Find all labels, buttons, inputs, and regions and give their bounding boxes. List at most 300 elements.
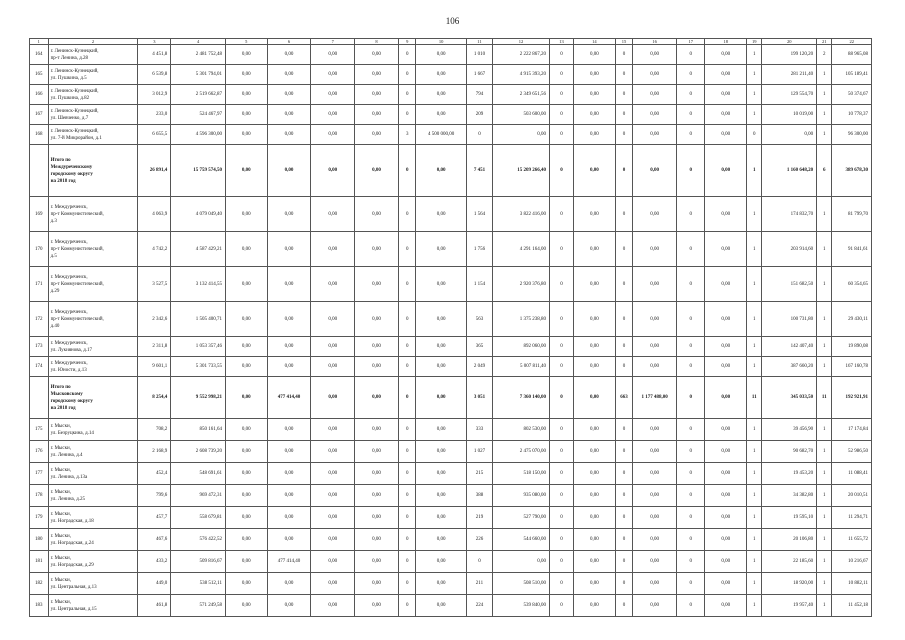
value-cell-c10: 0,00 [416, 45, 466, 65]
address-line: г. Мыски, [50, 599, 71, 605]
value-cell-c10: 0,00 [416, 302, 466, 337]
value-cell-c7: 0,00 [311, 145, 355, 197]
address-line: ул. Юности, д.13 [50, 367, 87, 373]
address-line: г. Мыски, [50, 467, 71, 473]
value-cell-c13: 0 [550, 145, 574, 197]
table-row [30, 267, 872, 302]
value-cell-c14: 0,00 [574, 337, 616, 357]
value-cell-c15: 0 [615, 463, 633, 485]
table-row [30, 485, 872, 507]
value-cell-c17: 0 [677, 197, 705, 232]
value-cell-c16: 0,00 [633, 45, 677, 65]
table-row [30, 529, 872, 551]
value-cell-c13: 0 [550, 232, 574, 267]
value-cell-c4: 850 161,64 [171, 419, 226, 441]
value-cell-c22: 88 965,08 [832, 45, 872, 65]
value-cell-c6: 477 414,40 [267, 551, 311, 573]
address-line: г. Ленинск-Кузнецкий, [50, 128, 99, 134]
address-line: г. Мыски, [50, 489, 71, 495]
value-cell-c18: 0,00 [705, 357, 747, 377]
value-cell-c7: 0,00 [311, 125, 355, 145]
value-cell-c9: 0 [398, 529, 416, 551]
value-cell-c14: 0,00 [574, 125, 616, 145]
value-cell-c19: 1 [747, 551, 762, 573]
value-cell-c9: 0 [398, 45, 416, 65]
value-cell-c11: 7 451 [466, 145, 492, 197]
address-line: г. Междуреченск, [50, 239, 88, 245]
address-line: на 2018 год [50, 178, 76, 184]
value-cell-c3: 708,2 [138, 419, 171, 441]
value-cell-c9: 0 [398, 65, 416, 85]
value-cell-c8: 0,00 [355, 337, 399, 357]
value-cell-c15: 0 [615, 529, 633, 551]
address-cell [48, 529, 138, 551]
value-cell-c6: 0,00 [267, 441, 311, 463]
column-number: 17 [677, 39, 705, 45]
value-cell-c4: 5 301 733,55 [171, 357, 226, 377]
value-cell-c13: 0 [550, 419, 574, 441]
value-cell-c17: 0 [677, 65, 705, 85]
value-cell-c5: 0,00 [225, 529, 267, 551]
value-cell-c4: 509 816,67 [171, 551, 226, 573]
value-cell-c22: 11 452,18 [832, 595, 872, 617]
table-row [30, 357, 872, 377]
value-cell-c20: 203 914,60 [762, 232, 817, 267]
value-cell-c19: 1 [747, 595, 762, 617]
value-cell-c11: 226 [466, 529, 492, 551]
value-cell-c7: 0,00 [311, 337, 355, 357]
value-cell-c5: 0,00 [225, 302, 267, 337]
column-number: 16 [633, 39, 677, 45]
value-cell-c13: 0 [550, 595, 574, 617]
value-cell-c14: 0,00 [574, 485, 616, 507]
value-cell-c17: 0 [677, 595, 705, 617]
address-line: ул. Центральная, д.15 [50, 606, 97, 612]
value-cell-c15: 0 [615, 419, 633, 441]
value-cell-c13: 0 [550, 197, 574, 232]
value-cell-c3: 2 168,9 [138, 441, 171, 463]
address-cell [48, 232, 138, 267]
value-cell-c15: 0 [615, 485, 633, 507]
value-cell-c7: 0,00 [311, 45, 355, 65]
value-cell-c9: 0 [398, 85, 416, 105]
value-cell-c17: 0 [677, 302, 705, 337]
address-line: Междуреченскому [50, 164, 93, 170]
table-row [30, 337, 872, 357]
value-cell-c17: 0 [677, 463, 705, 485]
value-cell-c22: 52 986,50 [832, 441, 872, 463]
value-cell-c3: 26 891,4 [138, 145, 171, 197]
address-cell [48, 65, 138, 85]
value-cell-c5: 0,00 [225, 125, 267, 145]
address-line: г. Мыски, [50, 445, 71, 451]
value-cell-c7: 0,00 [311, 65, 355, 85]
value-cell-c10: 0,00 [416, 357, 466, 377]
value-cell-c9: 0 [398, 337, 416, 357]
value-cell-c19: 1 [747, 267, 762, 302]
value-cell-c21: 1 [817, 302, 832, 337]
address-cell [48, 105, 138, 125]
value-cell-c17: 0 [677, 529, 705, 551]
value-cell-c11: 794 [466, 85, 492, 105]
value-cell-c14: 0,00 [574, 529, 616, 551]
value-cell-c19: 1 [747, 232, 762, 267]
value-cell-c6: 0,00 [267, 85, 311, 105]
value-cell-c5: 0,00 [225, 507, 267, 529]
value-cell-c17: 0 [677, 573, 705, 595]
value-cell-c12: 15 209 266,40 [493, 145, 550, 197]
value-cell-c18: 0,00 [705, 65, 747, 85]
value-cell-c8: 0,00 [355, 485, 399, 507]
value-cell-c11: 0 [466, 551, 492, 573]
address-cell [48, 357, 138, 377]
value-cell-c20: 142 407,40 [762, 337, 817, 357]
value-cell-c6: 0,00 [267, 45, 311, 65]
row-number: 181 [30, 551, 49, 573]
address-cell [48, 507, 138, 529]
value-cell-c20: 19 957,40 [762, 595, 817, 617]
address-line: ул. Безруцкина, д.14 [50, 430, 94, 436]
value-cell-c4: 2 481 752,48 [171, 45, 226, 65]
address-line: городскому округу [50, 398, 93, 404]
value-cell-c12: 892 060,00 [493, 337, 550, 357]
value-cell-c15: 0 [615, 145, 633, 197]
value-cell-c6: 0,00 [267, 337, 311, 357]
address-line: пр-т Ленина, д.28 [50, 55, 89, 61]
value-cell-c4: 4 079 049,40 [171, 197, 226, 232]
value-cell-c11: 1 010 [466, 45, 492, 65]
column-number: 4 [171, 39, 226, 45]
address-line: г. Мыски, [50, 511, 71, 517]
address-cell [48, 463, 138, 485]
value-cell-c12: 935 080,00 [493, 485, 550, 507]
value-cell-c16: 0,00 [633, 302, 677, 337]
value-cell-c21: 1 [817, 125, 832, 145]
value-cell-c20: 90 682,70 [762, 441, 817, 463]
value-cell-c8: 0,00 [355, 529, 399, 551]
value-cell-c20: 20 106,80 [762, 529, 817, 551]
value-cell-c6: 0,00 [267, 232, 311, 267]
value-cell-c19: 1 [747, 485, 762, 507]
value-cell-c19: 1 [747, 463, 762, 485]
value-cell-c20: 387 660,20 [762, 357, 817, 377]
value-cell-c10: 0,00 [416, 419, 466, 441]
value-cell-c16: 0,00 [633, 85, 677, 105]
address-line: г. Междуреченск, [50, 309, 88, 315]
row-number: 178 [30, 485, 49, 507]
value-cell-c4: 571 249,58 [171, 595, 226, 617]
value-cell-c9: 0 [398, 573, 416, 595]
value-cell-c20: 151 682,50 [762, 267, 817, 302]
value-cell-c9: 3 [398, 125, 416, 145]
value-cell-c10: 0,00 [416, 485, 466, 507]
value-cell-c18: 0,00 [705, 419, 747, 441]
value-cell-c21: 1 [817, 267, 832, 302]
table-row [30, 573, 872, 595]
value-cell-c16: 0,00 [633, 337, 677, 357]
value-cell-c22: 96 300,00 [832, 125, 872, 145]
value-cell-c6: 0,00 [267, 357, 311, 377]
address-line: ул. Ноградская, д.24 [50, 540, 94, 546]
column-number: 18 [705, 39, 747, 45]
value-cell-c3: 233,0 [138, 105, 171, 125]
value-cell-c20: 129 554,70 [762, 85, 817, 105]
value-cell-c19: 0 [747, 125, 762, 145]
value-cell-c11: 333 [466, 419, 492, 441]
address-cell [48, 197, 138, 232]
value-cell-c9: 0 [398, 105, 416, 125]
value-cell-c20: 18 920,00 [762, 573, 817, 595]
value-cell-c6: 0,00 [267, 197, 311, 232]
value-cell-c14: 0,00 [574, 551, 616, 573]
column-number: 8 [355, 39, 399, 45]
value-cell-c20: 0,00 [762, 125, 817, 145]
value-cell-c22: 11 655,72 [832, 529, 872, 551]
value-cell-c12: 4 915 393,20 [493, 65, 550, 85]
value-cell-c22: 11 088,41 [832, 463, 872, 485]
value-cell-c5: 0,00 [225, 267, 267, 302]
value-cell-c14: 0,00 [574, 232, 616, 267]
value-cell-c16: 0,00 [633, 507, 677, 529]
column-number: 7 [311, 39, 355, 45]
value-cell-c10: 0,00 [416, 595, 466, 617]
value-cell-c6: 0,00 [267, 105, 311, 125]
value-cell-c19: 1 [747, 197, 762, 232]
value-cell-c19: 1 [747, 507, 762, 529]
value-cell-c21: 1 [817, 197, 832, 232]
value-cell-c19: 1 [747, 441, 762, 463]
value-cell-c8: 0,00 [355, 45, 399, 65]
column-number: 5 [225, 39, 267, 45]
value-cell-c18: 0,00 [705, 302, 747, 337]
value-cell-c4: 576 422,52 [171, 529, 226, 551]
value-cell-c10: 0,00 [416, 232, 466, 267]
value-cell-c16: 0,00 [633, 125, 677, 145]
value-cell-c6: 0,00 [267, 65, 311, 85]
address-line: г. Междуреченск, [50, 204, 88, 210]
row-number: 164 [30, 45, 49, 65]
value-cell-c12: 508 510,00 [493, 573, 550, 595]
value-cell-c4: 558 679,81 [171, 507, 226, 529]
value-cell-c19: 1 [747, 302, 762, 337]
value-cell-c5: 0,00 [225, 377, 267, 419]
value-cell-c18: 0,00 [705, 85, 747, 105]
value-cell-c14: 0,00 [574, 145, 616, 197]
value-cell-c6: 0,00 [267, 507, 311, 529]
value-cell-c9: 0 [398, 595, 416, 617]
row-number: 165 [30, 65, 49, 85]
column-number: 1 [30, 39, 49, 45]
value-cell-c14: 0,00 [574, 197, 616, 232]
value-cell-c3: 6 655,5 [138, 125, 171, 145]
value-cell-c8: 0,00 [355, 125, 399, 145]
value-cell-c12: 0,00 [493, 551, 550, 573]
value-cell-c21: 2 [817, 45, 832, 65]
column-number: 2 [48, 39, 138, 45]
value-cell-c19: 1 [747, 337, 762, 357]
value-cell-c13: 0 [550, 377, 574, 419]
value-cell-c5: 0,00 [225, 551, 267, 573]
value-cell-c22: 17 174,84 [832, 419, 872, 441]
value-cell-c10: 0,00 [416, 85, 466, 105]
value-cell-c12: 544 660,00 [493, 529, 550, 551]
value-cell-c11: 1 154 [466, 267, 492, 302]
value-cell-c8: 0,00 [355, 419, 399, 441]
value-cell-c11: 211 [466, 573, 492, 595]
value-cell-c12: 2 920 376,80 [493, 267, 550, 302]
address-cell [48, 441, 138, 463]
value-cell-c6: 0,00 [267, 463, 311, 485]
value-cell-c16: 0,00 [633, 267, 677, 302]
row-number: 180 [30, 529, 49, 551]
value-cell-c14: 0,00 [574, 377, 616, 419]
value-cell-c18: 0,00 [705, 551, 747, 573]
value-cell-c22: 91 841,61 [832, 232, 872, 267]
value-cell-c22: 105 189,41 [832, 65, 872, 85]
value-cell-c15: 0 [615, 197, 633, 232]
value-cell-c7: 0,00 [311, 551, 355, 573]
value-cell-c5: 0,00 [225, 85, 267, 105]
value-cell-c12: 527 790,00 [493, 507, 550, 529]
address-line: г. Ленинск-Кузнецкий, [50, 68, 99, 74]
value-cell-c21: 1 [817, 463, 832, 485]
value-cell-c12: 518 150,00 [493, 463, 550, 485]
repair-program-table [29, 38, 872, 617]
value-cell-c7: 0,00 [311, 507, 355, 529]
value-cell-c3: 467,6 [138, 529, 171, 551]
value-cell-c21: 1 [817, 441, 832, 463]
row-number: 183 [30, 595, 49, 617]
value-cell-c13: 0 [550, 267, 574, 302]
address-line: пр-т Коммунистический, [50, 211, 104, 217]
value-cell-c18: 0,00 [705, 507, 747, 529]
value-cell-c8: 0,00 [355, 145, 399, 197]
value-cell-c21: 1 [817, 419, 832, 441]
value-cell-c15: 663 [615, 377, 633, 419]
value-cell-c8: 0,00 [355, 302, 399, 337]
value-cell-c11: 365 [466, 337, 492, 357]
value-cell-c16: 0,00 [633, 595, 677, 617]
value-cell-c5: 0,00 [225, 105, 267, 125]
value-cell-c19: 1 [747, 145, 762, 197]
value-cell-c15: 0 [615, 573, 633, 595]
value-cell-c17: 0 [677, 357, 705, 377]
value-cell-c18: 0,00 [705, 45, 747, 65]
value-cell-c20: 100 731,80 [762, 302, 817, 337]
value-cell-c13: 0 [550, 125, 574, 145]
value-cell-c7: 0,00 [311, 85, 355, 105]
row-number [30, 377, 49, 419]
value-cell-c20: 1 160 648,20 [762, 145, 817, 197]
value-cell-c13: 0 [550, 45, 574, 65]
value-cell-c15: 0 [615, 357, 633, 377]
address-line: пр-т Коммунистический, [50, 246, 104, 252]
value-cell-c20: 174 832,70 [762, 197, 817, 232]
address-line: ул. Центральная, д.13 [50, 584, 97, 590]
value-cell-c7: 0,00 [311, 441, 355, 463]
value-cell-c20: 19 453,20 [762, 463, 817, 485]
value-cell-c8: 0,00 [355, 267, 399, 302]
value-cell-c7: 0,00 [311, 485, 355, 507]
value-cell-c14: 0,00 [574, 85, 616, 105]
value-cell-c6: 0,00 [267, 125, 311, 145]
value-cell-c11: 224 [466, 595, 492, 617]
value-cell-c18: 0,00 [705, 145, 747, 197]
value-cell-c10: 0,00 [416, 197, 466, 232]
value-cell-c11: 1 027 [466, 441, 492, 463]
value-cell-c9: 0 [398, 551, 416, 573]
value-cell-c5: 0,00 [225, 232, 267, 267]
value-cell-c18: 0,00 [705, 595, 747, 617]
value-cell-c13: 0 [550, 441, 574, 463]
value-cell-c7: 0,00 [311, 595, 355, 617]
value-cell-c8: 0,00 [355, 507, 399, 529]
value-cell-c19: 1 [747, 357, 762, 377]
value-cell-c3: 799,6 [138, 485, 171, 507]
value-cell-c5: 0,00 [225, 197, 267, 232]
address-line: ул. Ленина, д.25 [50, 496, 86, 502]
total-label [48, 377, 138, 419]
table-row [30, 419, 872, 441]
value-cell-c21: 6 [817, 145, 832, 197]
value-cell-c10: 0,00 [416, 529, 466, 551]
value-cell-c8: 0,00 [355, 441, 399, 463]
value-cell-c3: 4 063,9 [138, 197, 171, 232]
value-cell-c10: 0,00 [416, 463, 466, 485]
value-cell-c15: 0 [615, 45, 633, 65]
value-cell-c21: 1 [817, 65, 832, 85]
column-number: 14 [574, 39, 616, 45]
value-cell-c18: 0,00 [705, 197, 747, 232]
value-cell-c4: 4 596 300,00 [171, 125, 226, 145]
table-row [30, 507, 872, 529]
address-line: ул. Пушкина, д.82 [50, 95, 90, 101]
value-cell-c16: 0,00 [633, 529, 677, 551]
address-cell [48, 125, 138, 145]
row-number: 169 [30, 197, 49, 232]
value-cell-c5: 0,00 [225, 441, 267, 463]
value-cell-c11: 388 [466, 485, 492, 507]
value-cell-c9: 0 [398, 232, 416, 267]
value-cell-c15: 0 [615, 302, 633, 337]
value-cell-c4: 2 519 662,87 [171, 85, 226, 105]
value-cell-c17: 0 [677, 45, 705, 65]
value-cell-c10: 0,00 [416, 145, 466, 197]
value-cell-c17: 0 [677, 419, 705, 441]
value-cell-c20: 34 382,80 [762, 485, 817, 507]
value-cell-c12: 1 375 238,80 [493, 302, 550, 337]
value-cell-c22: 167 160,78 [832, 357, 872, 377]
value-cell-c18: 0,00 [705, 463, 747, 485]
value-cell-c9: 0 [398, 441, 416, 463]
value-cell-c15: 0 [615, 337, 633, 357]
value-cell-c13: 0 [550, 85, 574, 105]
value-cell-c21: 1 [817, 105, 832, 125]
value-cell-c19: 1 [747, 529, 762, 551]
address-line: городскому округу [50, 171, 93, 177]
value-cell-c8: 0,00 [355, 573, 399, 595]
value-cell-c6: 0,00 [267, 595, 311, 617]
column-number: 3 [138, 39, 171, 45]
row-number: 172 [30, 302, 49, 337]
value-cell-c11: 0 [466, 125, 492, 145]
value-cell-c7: 0,00 [311, 357, 355, 377]
value-cell-c17: 0 [677, 85, 705, 105]
value-cell-c22: 50 374,67 [832, 85, 872, 105]
value-cell-c8: 0,00 [355, 232, 399, 267]
value-cell-c16: 0,00 [633, 65, 677, 85]
value-cell-c15: 0 [615, 125, 633, 145]
